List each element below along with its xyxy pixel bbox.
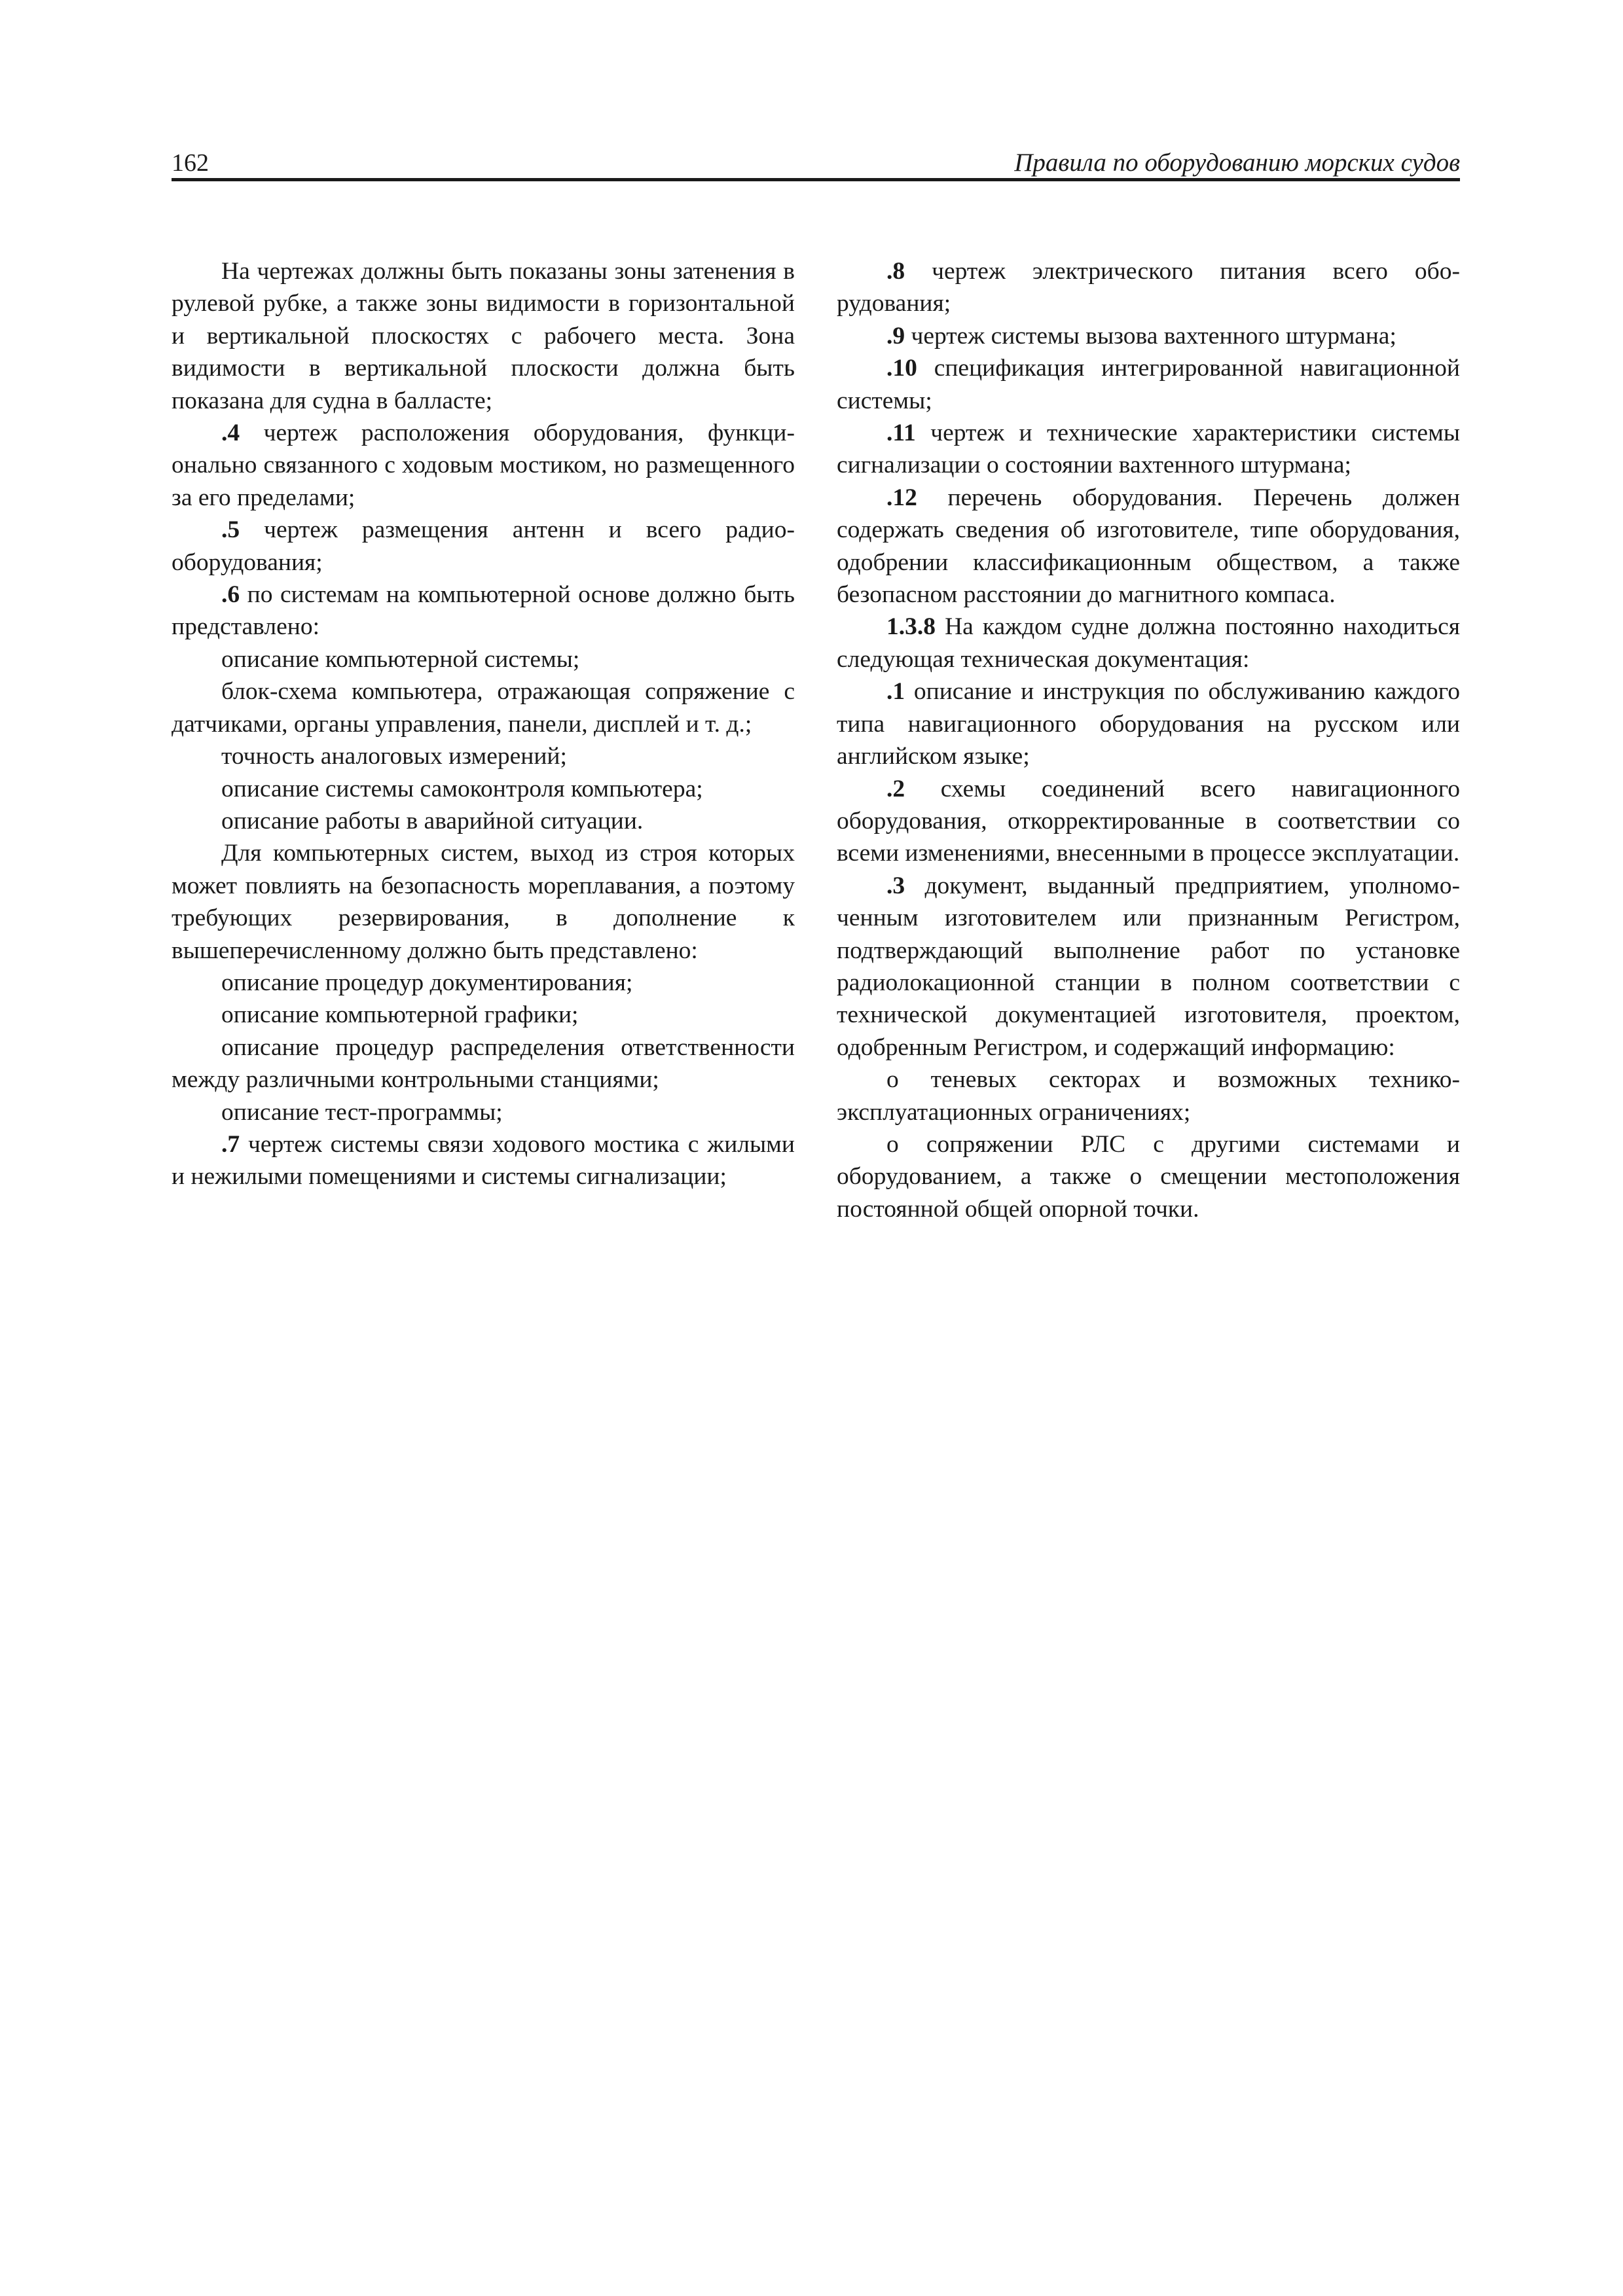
- paragraph: [172, 837, 795, 967]
- paragraph-text: чертеж системы связи ходового мостика с жилыми и нежилыми помещениями и системы сигнализации;: [172, 1130, 795, 1191]
- paragraph: [172, 579, 795, 643]
- paragraph-text: описание процедур документирования;: [221, 969, 633, 996]
- item-number: 1.3.8: [886, 613, 936, 641]
- paragraph-text: описание и инструкция по обслуживанию каждого типа навигационного оборудования на русском или английском языке;: [837, 678, 1460, 770]
- item-number: .5: [221, 516, 240, 544]
- paragraph: [837, 870, 1460, 1064]
- item-number: .4: [221, 420, 240, 447]
- running-title: Правила по оборудованию морских судов: [1014, 149, 1460, 177]
- paragraph-text: Для компьютерных систем, выход из строя которых может повлиять на безопасность мореплавания, а поэтому требующих резервирования, в дополнение к вышеперечисленному должно быть представлено:: [172, 840, 795, 964]
- paragraph: [172, 1096, 795, 1128]
- paragraph-text: по системам на компьютерной основе должно быть представлено:: [172, 581, 795, 641]
- item-number: .3: [886, 872, 905, 899]
- paragraph-text: документ, выданный предприятием, уполномоченным изготовителем или признанным Регистром, подтверждающий выполнение работ по установке радиолокационной станции в полном соответствии с технической документацией изготовителя, проектом, одобренным Регистром, и содержащий информацию:: [837, 872, 1460, 1061]
- paragraph-text: На чертежах должны быть показаны зоны затенения в рулевой рубке, а также зоны видимости в горизонтальной и вертикальной плоскостях с рабочего места. Зона видимости в вертикальной плоскости должна быть показана для судна в балласте;: [172, 258, 795, 414]
- item-number: .11: [886, 420, 916, 447]
- page-header: [172, 143, 1460, 179]
- paragraph-text: о сопряжении РЛС с другими системами и оборудованием, а также о смещении местоположения постоянной общей опорной точки.: [837, 1130, 1460, 1223]
- page-number: 162: [172, 149, 209, 177]
- paragraph-text: чертеж расположения оборудования, функционально связанного с ходовым мостиком, но размещенного за его пределами;: [172, 420, 795, 511]
- header-rule: [172, 178, 1460, 181]
- paragraph-text: На каждом судне должна постоянно находиться следующая техническая документация:: [837, 613, 1460, 673]
- paragraph-text: о теневых секторах и возможных технико-эксплуатационных ограничениях;: [837, 1066, 1460, 1126]
- item-number: .9: [886, 322, 905, 350]
- paragraph-text: чертеж системы вызова вахтенного штурмана;: [905, 322, 1396, 350]
- item-number: .8: [886, 258, 905, 285]
- paragraph-text: чертеж электрического питания всего оборудования;: [837, 258, 1460, 317]
- paragraph: [172, 773, 795, 805]
- paragraph: [172, 740, 795, 772]
- paragraph: [172, 999, 795, 1031]
- item-number: .6: [221, 581, 240, 609]
- paragraph: [837, 320, 1460, 352]
- paragraph-text: описание процедур распределения ответственности между различными контрольными станциями;: [172, 1033, 795, 1094]
- paragraph-text: блок-схема компьютера, отражающая сопряжение с датчиками, органы управления, панели, дисплей и т. д.;: [172, 678, 795, 738]
- paragraph-text: описание компьютерной системы;: [221, 645, 580, 673]
- paragraph: [837, 417, 1460, 482]
- left-column: [172, 255, 795, 1193]
- item-number: .12: [886, 484, 917, 511]
- item-number: .10: [886, 355, 917, 382]
- paragraph: [837, 773, 1460, 870]
- item-number: .7: [221, 1130, 240, 1158]
- paragraph-text: схемы соединений всего навигационного оборудования, откорректированные в соответствии со всеми изменениями, внесенными в процессе эксплуатации.: [837, 775, 1460, 867]
- paragraph: [837, 1128, 1460, 1225]
- paragraph: [172, 514, 795, 579]
- paragraph: [172, 1128, 795, 1193]
- paragraph-text: перечень оборудования. Перечень должен содержать сведения об изготовителе, типе оборудования, одобрении классификационным обществом, а также безопасном расстоянии до магнитного компаса.: [837, 484, 1460, 609]
- paragraph: [172, 643, 795, 675]
- paragraph-text: описание работы в аварийной ситуации.: [221, 807, 644, 834]
- paragraph: [172, 255, 795, 417]
- paragraph: [172, 675, 795, 740]
- paragraph-text: спецификация интегрированной навигационной системы;: [837, 355, 1460, 414]
- paragraph-text: чертеж размещения антенн и всего радиооборудования;: [172, 516, 795, 576]
- paragraph: [837, 255, 1460, 320]
- paragraph: [172, 417, 795, 514]
- paragraph: [837, 611, 1460, 675]
- paragraph: [837, 352, 1460, 417]
- paragraph-text: описание компьютерной графики;: [221, 1001, 579, 1029]
- paragraph: [172, 805, 795, 837]
- item-number: .2: [886, 775, 905, 802]
- paragraph-text: чертеж и технические характеристики системы сигнализации о состоянии вахтенного штурмана;: [837, 420, 1460, 479]
- paragraph: [837, 675, 1460, 772]
- item-number: .1: [886, 678, 905, 706]
- paragraph: [837, 482, 1460, 611]
- paragraph-text: точность аналоговых измерений;: [221, 743, 567, 770]
- right-column: [837, 255, 1460, 1225]
- paragraph: [837, 1064, 1460, 1128]
- paragraph: [172, 1031, 795, 1096]
- paragraph-text: описание системы самоконтроля компьютера;: [221, 775, 703, 802]
- paragraph: [172, 967, 795, 999]
- paragraph-text: описание тест-программы;: [221, 1098, 503, 1126]
